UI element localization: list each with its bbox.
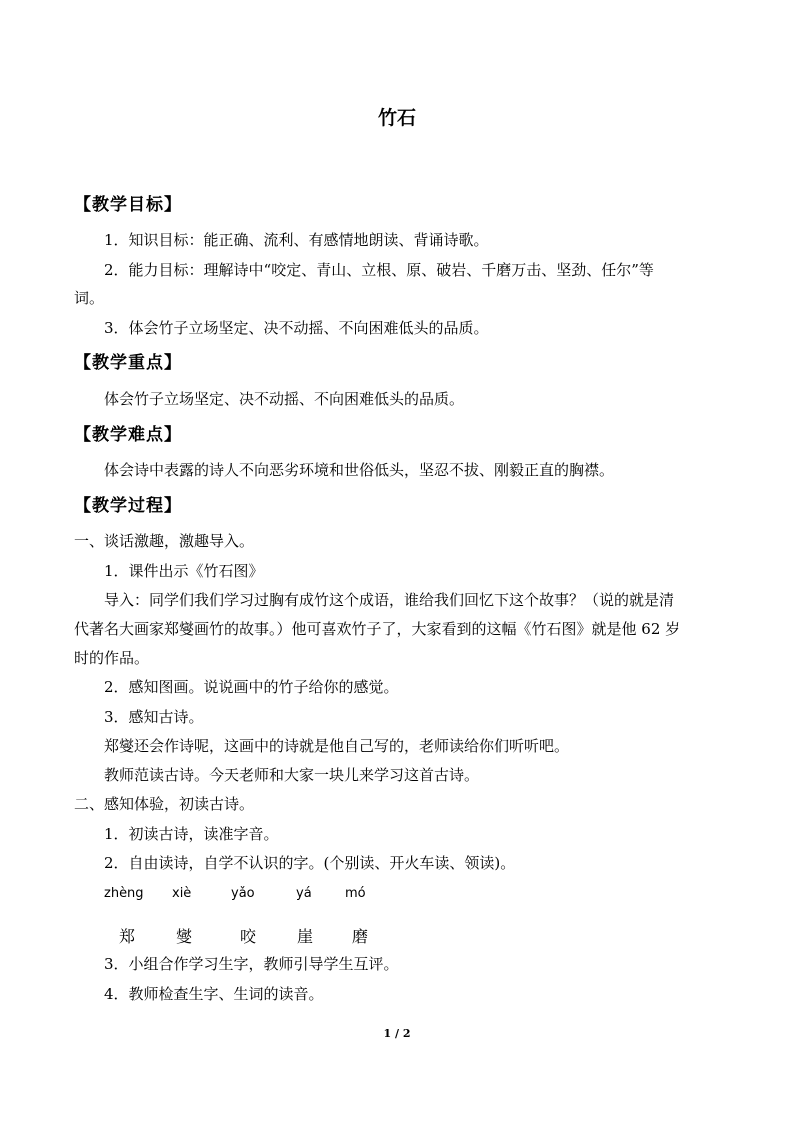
char-zheng: 郑 [119,927,136,946]
pinyin-yao: yǎo [231,886,255,901]
part-2-step-4: 4．教师检查生字、生词的读音。 [104,985,324,1003]
page-title: 竹石 [377,107,416,129]
pinyin-zheng: zhèng [104,886,144,901]
intro-line-3: 时的作品。 [74,649,150,667]
difficulty-text: 体会诗中表露的诗人不向恶劣环境和世俗低头，坚忍不拔、刚毅正直的胸襟。 [104,461,615,479]
char-yao: 咬 [240,927,257,946]
goal-3: 3．体会竹子立场坚定、决不动摇、不向困难低头的品质。 [104,319,489,337]
pinyin-xie: xiè [172,886,192,901]
section-heading-key: 【教学重点】 [74,353,182,373]
page-number: 1 / 2 [383,1027,411,1040]
goal-2-line-1: 2．能力目标：理解诗中“咬定、青山、立根、原、破岩、千磨万击、坚劲、任尔”等 [104,261,654,279]
section-heading-goals: 【教学目标】 [74,195,182,215]
intro-line-2: 代著名大画家郑燮画竹的故事。）他可喜欢竹子了，大家看到的这幅《竹石图》就是他 62 岁 [74,620,681,638]
process-part-1: 一、谈话激趣，激趣导入。 [74,532,255,550]
key-text: 体会竹子立场坚定、决不动摇、不向困难低头的品质。 [104,390,465,408]
process-step-2: 2．感知图画。说说画中的竹子给你的感觉。 [104,678,399,696]
part-2-step-1: 1．初读古诗，读准字音。 [104,825,279,843]
part-2-step-2: 2．自由读诗，自学不认识的字。(个别读、开火车读、领读)。 [104,854,516,872]
step-3-paragraph-a: 郑燮还会作诗呢，这画中的诗就是他自己写的，老师读给你们听听吧。 [104,737,570,755]
section-heading-difficulty: 【教学难点】 [74,425,182,445]
char-ya: 崖 [297,927,314,946]
char-mo: 磨 [352,927,369,946]
goal-1: 1．知识目标：能正确、流利、有感情地朗读、背诵诗歌。 [104,231,489,249]
section-heading-process: 【教学过程】 [74,496,182,516]
part-2-step-3: 3．小组合作学习生字，教师引导学生互评。 [104,955,399,973]
process-step-3: 3．感知古诗。 [104,708,204,726]
step-3-paragraph-b: 教师范读古诗。今天老师和大家一块儿来学习这首古诗。 [104,766,480,784]
process-part-2: 二、感知体验，初读古诗。 [74,795,255,813]
intro-line-1: 导入：同学们我们学习过胸有成竹这个成语，谁给我们回忆下这个故事？（说的就是清 [104,591,675,609]
process-step-1: 1．课件出示《竹石图》 [104,562,264,580]
goal-2-line-2: 词。 [74,289,105,307]
pinyin-mo: mó [345,886,366,901]
pinyin-ya: yá [296,886,312,901]
char-xie: 燮 [176,927,193,946]
